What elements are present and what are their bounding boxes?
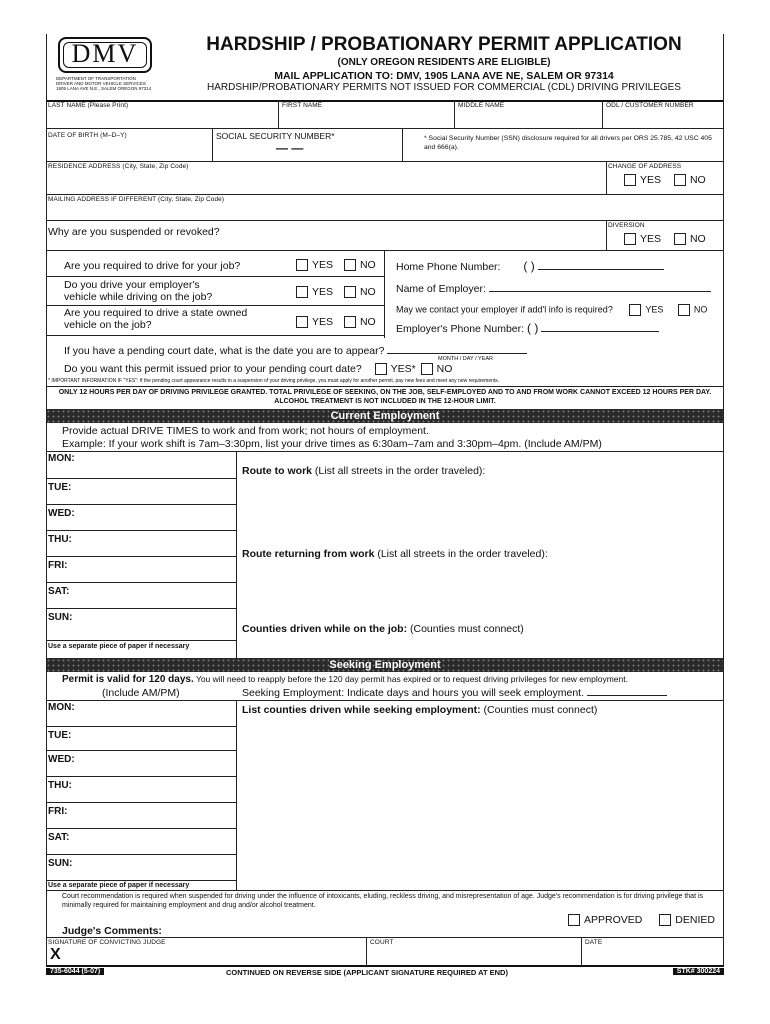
judge-comments-label[interactable]: Judge's Comments: (62, 925, 162, 937)
route-from-work-hint: (List all streets in the order traveled): (374, 548, 548, 560)
diversion-no-checkbox[interactable] (674, 233, 686, 245)
denied-label: DENIED (675, 914, 715, 926)
diversion-options (624, 233, 706, 245)
seeking-employment-band: Seeking Employment (46, 658, 724, 672)
drive-times-example: Example: If your work shift is 7am–3:30pm, list your drive times as 6:30am–7am and 3:30pm–4pm. (Include AM/PM) (62, 438, 602, 450)
no-label: NO (436, 363, 453, 375)
permit-validity-note (62, 674, 628, 685)
approved-checkbox[interactable] (568, 914, 580, 926)
stock-number: STK# 300224 (673, 968, 724, 975)
last-name-field[interactable]: LAST NAME (Please Print) (48, 102, 129, 109)
judge-signature-label: SIGNATURE OF CONVICTING JUDGE (48, 939, 166, 946)
home-phone-field[interactable] (396, 259, 664, 273)
issued-prior-yes-checkbox[interactable] (375, 363, 387, 375)
diversion-yes-checkbox[interactable] (624, 233, 636, 245)
change-of-address-label: CHANGE OF ADDRESS (608, 163, 682, 170)
home-phone-label: Home Phone Number: (396, 261, 501, 273)
court-date-label: If you have a pending court date, what is the date you are to appear? (64, 345, 385, 357)
drive-job-no-checkbox[interactable] (344, 259, 356, 271)
diversion-label: DIVERSION (608, 222, 645, 229)
seeking-day-sat[interactable]: SAT: (48, 832, 70, 843)
ssn-dashes: — — (276, 141, 304, 155)
subtitle-cdl: HARDSHIP/PROBATIONARY PERMITS NOT ISSUED FOR COMMERCIAL (CDL) DRIVING PRIVILEGES (207, 82, 681, 93)
no-label: NO (689, 174, 706, 186)
seeking-counties-label: List counties driven while seeking employment: (242, 704, 481, 716)
yes-label: YES (645, 304, 664, 315)
no-label: NO (359, 286, 376, 298)
state-vehicle-yes-checkbox[interactable] (296, 316, 308, 328)
no-label: NO (693, 304, 708, 315)
current-separate-note: Use a separate piece of paper if necessary (48, 643, 190, 650)
route-to-work-field[interactable] (242, 465, 485, 477)
ssn-label: SOCIAL SECURITY NUMBER* (216, 131, 335, 141)
current-day-wed[interactable]: WED: (48, 508, 75, 519)
court-field[interactable]: COURT (370, 939, 394, 946)
mailing-address-field[interactable]: MAILING ADDRESS IF DIFFERENT (City, State, Zip Code) (48, 196, 225, 203)
employer-vehicle-no-checkbox[interactable] (344, 286, 356, 298)
residence-field[interactable]: RESIDENCE ADDRESS (City, State, Zip Code) (48, 163, 189, 170)
question-line: vehicle on the job? (64, 319, 152, 331)
issued-prior-label: Do you want this permit issued prior to your pending court date? (64, 363, 362, 375)
seeking-day-mon[interactable]: MON: (48, 702, 75, 713)
phone-paren: ( ) (523, 259, 535, 273)
subtitle-eligible: (ONLY OREGON RESIDENTS ARE ELIGIBLE) (337, 57, 551, 68)
route-from-work-label: Route returning from work (242, 548, 375, 560)
customer-number-field[interactable]: ODL / CUSTOMER NUMBER (606, 102, 694, 109)
dept-line: DEPARTMENT OF TRANSPORTATION (56, 76, 136, 81)
why-suspended-question: Why are you suspended or revoked? (48, 226, 220, 238)
no-label: NO (359, 316, 376, 328)
employer-vehicle-question (64, 279, 212, 303)
permit-application-form (46, 34, 724, 982)
route-from-work-field[interactable] (242, 548, 548, 560)
change-address-options (624, 174, 706, 186)
seeking-separate-note: Use a separate piece of paper if necessary (48, 882, 190, 889)
dmv-logo: DMV DEPARTMENT OF TRANSPORTATION DRIVER AND MOTOR VEHICLE SERVICES 1905 LANA AVE N.E., SALEM OREGON 97314 (46, 34, 156, 94)
contact-employer-yes-checkbox[interactable] (629, 304, 641, 316)
employer-phone-field[interactable] (396, 321, 659, 335)
subtitle-mail: MAIL APPLICATION TO: DMV, 1905 LANA AVE NE, SALEM OR 97314 (274, 70, 614, 82)
yes-label: YES (640, 174, 662, 186)
current-day-sun[interactable]: SUN: (48, 612, 73, 623)
current-day-thu[interactable]: THU: (48, 534, 72, 545)
ssn-note: * Social Security Number (SSN) disclosure required for all drivers per ORS 25.785, 42 USC 405 and 666(a). (424, 135, 712, 151)
counties-on-job-field[interactable] (242, 623, 524, 635)
approved-label: APPROVED (584, 914, 643, 926)
counties-on-job-hint: (Counties must connect) (407, 623, 524, 635)
seeking-counties-field[interactable] (242, 704, 597, 716)
validity-text: You will need to reapply before the 120 day permit has expired or to request driving privileges for new employment. (193, 674, 628, 684)
state-vehicle-options (296, 316, 376, 328)
contact-employer-question (396, 304, 707, 316)
issued-prior-no-checkbox[interactable] (421, 363, 433, 375)
question-line: Are you required to drive a state owned (64, 307, 248, 319)
route-to-work-label: Route to work (242, 465, 312, 477)
seeking-day-fri[interactable]: FRI: (48, 806, 68, 817)
change-address-yes-checkbox[interactable] (624, 174, 636, 186)
court-recommendation-note: Court recommendation is required when suspended for driving under the influence of intoxicants, eluding, reckless driving, and misrepresentation of age. Judge's recommendation is for driving privilege that is minimally required for maintaining employment and drug and/or alcohol treatment. (62, 893, 704, 909)
seek-days-label: Seeking Employment: Indicate days and hours you will seek employment. (242, 687, 585, 699)
no-label: NO (689, 233, 706, 245)
drive-times-instruction: Provide actual DRIVE TIMES to work and from work; not hours of employment. (62, 425, 429, 437)
current-day-mon[interactable]: MON: (48, 453, 75, 464)
question-line: vehicle while driving on the job? (64, 291, 213, 303)
state-vehicle-no-checkbox[interactable] (344, 316, 356, 328)
court-date-format: MONTH / DAY / YEAR (438, 356, 494, 362)
continued-note: CONTINUED ON REVERSE SIDE (APPLICANT SIGNATURE REQUIRED AT END) (226, 968, 508, 977)
current-day-sat[interactable]: SAT: (48, 586, 70, 597)
seeking-day-thu[interactable]: THU: (48, 780, 72, 791)
change-address-no-checkbox[interactable] (674, 174, 686, 186)
employer-name-label: Name of Employer: (396, 283, 486, 295)
drive-for-job-options (296, 259, 376, 271)
question-line: Do you drive your employer's (64, 279, 200, 291)
seeking-day-wed[interactable]: WED: (48, 754, 75, 765)
employer-phone-label: Employer's Phone Number: (396, 323, 525, 335)
employer-name-field[interactable] (396, 283, 711, 295)
no-label: NO (359, 259, 376, 271)
include-ampm-note: (Include AM/PM) (102, 687, 180, 699)
yes-label: YES (640, 233, 662, 245)
first-name-field[interactable]: FIRST NAME (282, 102, 323, 109)
form-title: HARDSHIP / PROBATIONARY PERMIT APPLICATION (206, 34, 682, 55)
state-vehicle-question (64, 307, 247, 331)
dept-line: DRIVER AND MOTOR VEHICLE SERVICES (56, 81, 146, 86)
form-number: 735-6044 (5-07) (46, 968, 104, 975)
drive-for-job-question: Are you required to drive for your job? (64, 260, 241, 272)
drive-job-yes-checkbox[interactable] (296, 259, 308, 271)
current-day-tue[interactable]: TUE: (48, 482, 72, 493)
contact-employer-label: May we contact your employer if add'l info is required? (396, 304, 613, 315)
phone-paren: ( ) (526, 321, 539, 335)
denied-checkbox[interactable] (659, 914, 671, 926)
current-employment-band: Current Employment (46, 409, 724, 423)
contact-employer-no-checkbox[interactable] (678, 304, 690, 316)
employer-vehicle-options (296, 286, 376, 298)
date-field[interactable]: DATE (585, 939, 603, 946)
form-border (46, 34, 724, 965)
seeking-day-tue[interactable]: TUE: (48, 730, 72, 741)
seek-days-field[interactable] (242, 687, 667, 699)
dept-line: 1905 LANA AVE N.E., SALEM OREGON 97314 (56, 86, 152, 91)
validity-bold: Permit is valid for 120 days. (62, 674, 194, 685)
route-to-work-hint: (List all streets in the order traveled): (312, 465, 486, 477)
middle-name-field[interactable]: MIDDLE NAME (458, 102, 505, 109)
seeking-day-sun[interactable]: SUN: (48, 858, 73, 869)
yes-label: YES* (390, 363, 416, 375)
issued-prior-question (64, 363, 452, 375)
ssn-field[interactable] (216, 131, 396, 155)
important-info: * IMPORTANT INFORMATION IF "YES": If the pending court appearance results in a suspension of your driving privilege, you must apply for another permit, pay new fees and meet any new requirements. (48, 378, 500, 384)
seeking-counties-hint: (Counties must connect) (480, 704, 598, 716)
yes-label: YES (312, 259, 334, 271)
yes-label: YES (312, 316, 334, 328)
employer-vehicle-yes-checkbox[interactable] (296, 286, 308, 298)
yes-label: YES (312, 286, 334, 298)
hours-note: ONLY 12 HOURS PER DAY OF DRIVING PRIVILEGE GRANTED. TOTAL PRIVILEGE OF SEEKING, ON THE JOB, SELF-EMPLOYED AND TO AND FROM WORK CANNOT EXCEED 12 HOURS PER DAY. ALCOHOL TREATMENT IS NOT INCLUDED IN THE 12-HOUR LIMIT. (58, 389, 712, 405)
dob-field[interactable]: DATE OF BIRTH (M–D–Y) (48, 132, 127, 139)
signature-x[interactable]: X (50, 946, 61, 963)
judge-decision-options (568, 914, 715, 926)
current-day-fri[interactable]: FRI: (48, 560, 68, 571)
counties-on-job-label: Counties driven while on the job: (242, 623, 408, 635)
